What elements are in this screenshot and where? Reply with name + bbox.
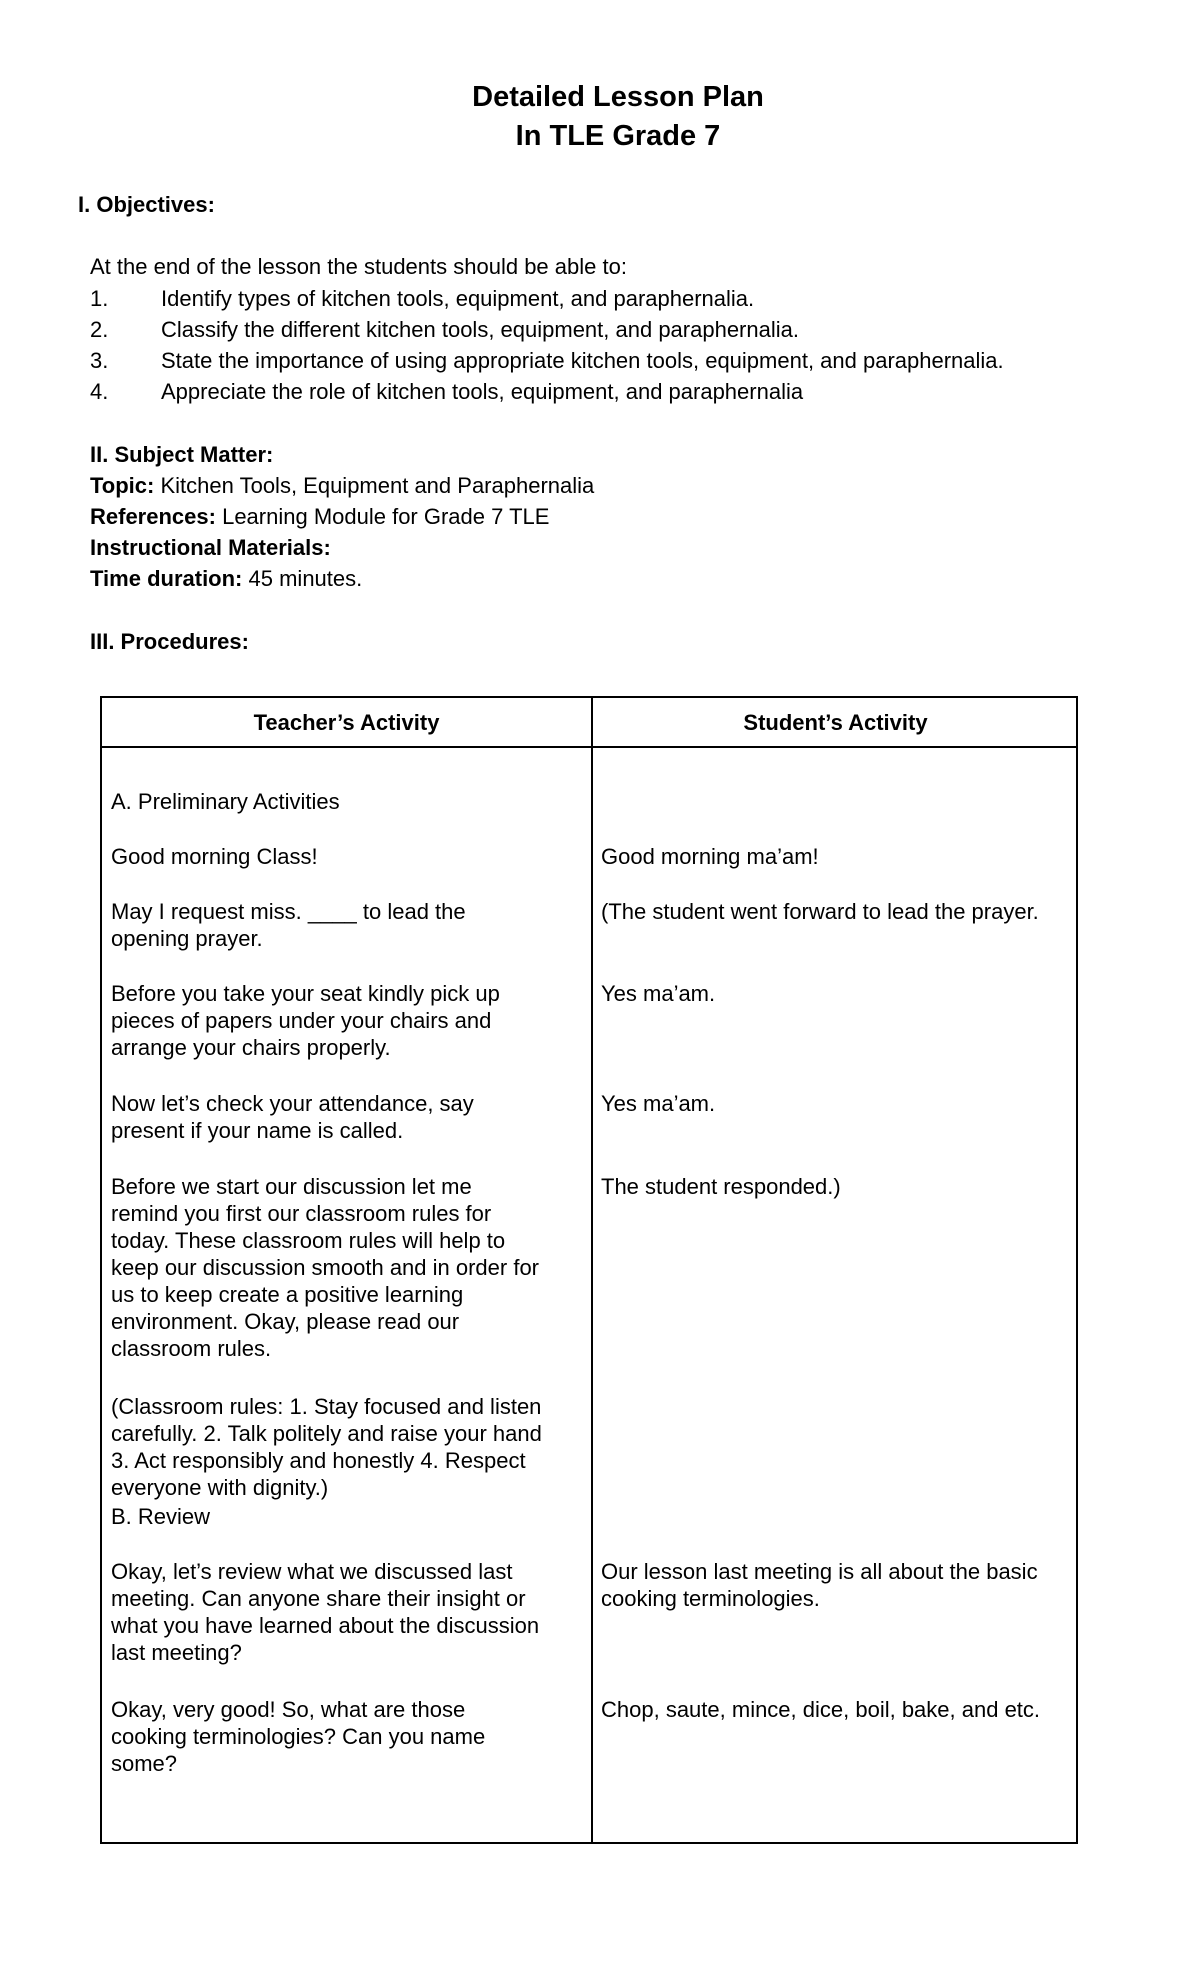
objective-number: 3. <box>90 348 109 373</box>
procedures-heading: III. Procedures: <box>90 629 249 654</box>
student-cell: The student responded.) <box>601 1174 841 1199</box>
student-cell: (The student went forward to lead the prayer. <box>601 899 1039 924</box>
topic-value: Kitchen Tools, Equipment and Paraphernalia <box>160 473 595 498</box>
references-value: Learning Module for Grade 7 TLE <box>222 504 550 529</box>
teacher-cell: Good morning Class! <box>111 844 318 869</box>
student-cell: Our lesson last meeting is all about the basic cooking terminologies. <box>601 1559 1038 1611</box>
time-label: Time duration: <box>90 566 243 591</box>
objectives-heading: I. Objectives: <box>78 192 215 217</box>
objective-text: Appreciate the role of kitchen tools, equipment, and paraphernalia <box>161 379 804 404</box>
objectives-intro: At the end of the lesson the students should be able to: <box>90 254 627 279</box>
student-cell: Chop, saute, mince, dice, boil, bake, and etc. <box>601 1697 1041 1722</box>
time-value: 45 minutes. <box>248 566 363 591</box>
document-title-line2: In TLE Grade 7 <box>515 120 721 152</box>
teacher-cell: Before you take your seat kindly pick up pieces of papers under your chairs and arrange your chairs properly. <box>111 981 500 1060</box>
teacher-cell: (Classroom rules: 1. Stay focused and listen carefully. 2. Talk politely and raise your hand 3. Act responsibly and honestly 4. Respect everyone with dignity.) <box>111 1394 542 1500</box>
student-cell: Yes ma’am. <box>601 981 716 1006</box>
materials-label: Instructional Materials: <box>90 535 331 560</box>
materials-line <box>90 534 331 562</box>
procedures-table <box>100 696 1078 1844</box>
student-activity-header: Student’s Activity <box>743 710 928 735</box>
objective-number: 1. <box>90 286 109 311</box>
teacher-cell: B. Review <box>111 1504 211 1529</box>
teacher-cell: May I request miss. ____ to lead the opening prayer. <box>111 899 466 951</box>
teacher-cell: A. Preliminary Activities <box>111 789 340 814</box>
objective-text: Identify types of kitchen tools, equipment, and paraphernalia. <box>161 286 755 311</box>
topic-line <box>90 472 594 500</box>
subject-matter-heading: II. Subject Matter: <box>90 442 274 467</box>
references-line <box>90 503 549 531</box>
time-line <box>90 565 362 593</box>
header-divider <box>102 746 1076 748</box>
column-divider <box>591 698 593 1842</box>
teacher-cell: Okay, very good! So, what are those cooking terminologies? Can you name some? <box>111 1697 486 1776</box>
objective-text: Classify the different kitchen tools, equipment, and paraphernalia. <box>161 317 799 342</box>
teacher-activity-header: Teacher’s Activity <box>253 710 440 735</box>
objective-number: 2. <box>90 317 109 342</box>
references-label: References: <box>90 504 216 529</box>
teacher-cell: Now let’s check your attendance, say present if your name is called. <box>111 1091 474 1143</box>
student-cell: Yes ma’am. <box>601 1091 716 1116</box>
objective-text: State the importance of using appropriate kitchen tools, equipment, and paraphernalia. <box>161 348 1004 373</box>
document-title-line1: Detailed Lesson Plan <box>472 81 764 113</box>
student-cell: Good morning ma’am! <box>601 844 819 869</box>
topic-label: Topic: <box>90 473 155 498</box>
teacher-cell: Before we start our discussion let me remind you first our classroom rules for today. These classroom rules will help to keep our discussion smooth and in order for us to keep create a positive learning environment. Okay, please read our classroom rules. <box>111 1174 540 1361</box>
teacher-cell: Okay, let’s review what we discussed last meeting. Can anyone share their insight or what you have learned about the discussion last meeting? <box>111 1559 540 1665</box>
objective-number: 4. <box>90 379 109 404</box>
